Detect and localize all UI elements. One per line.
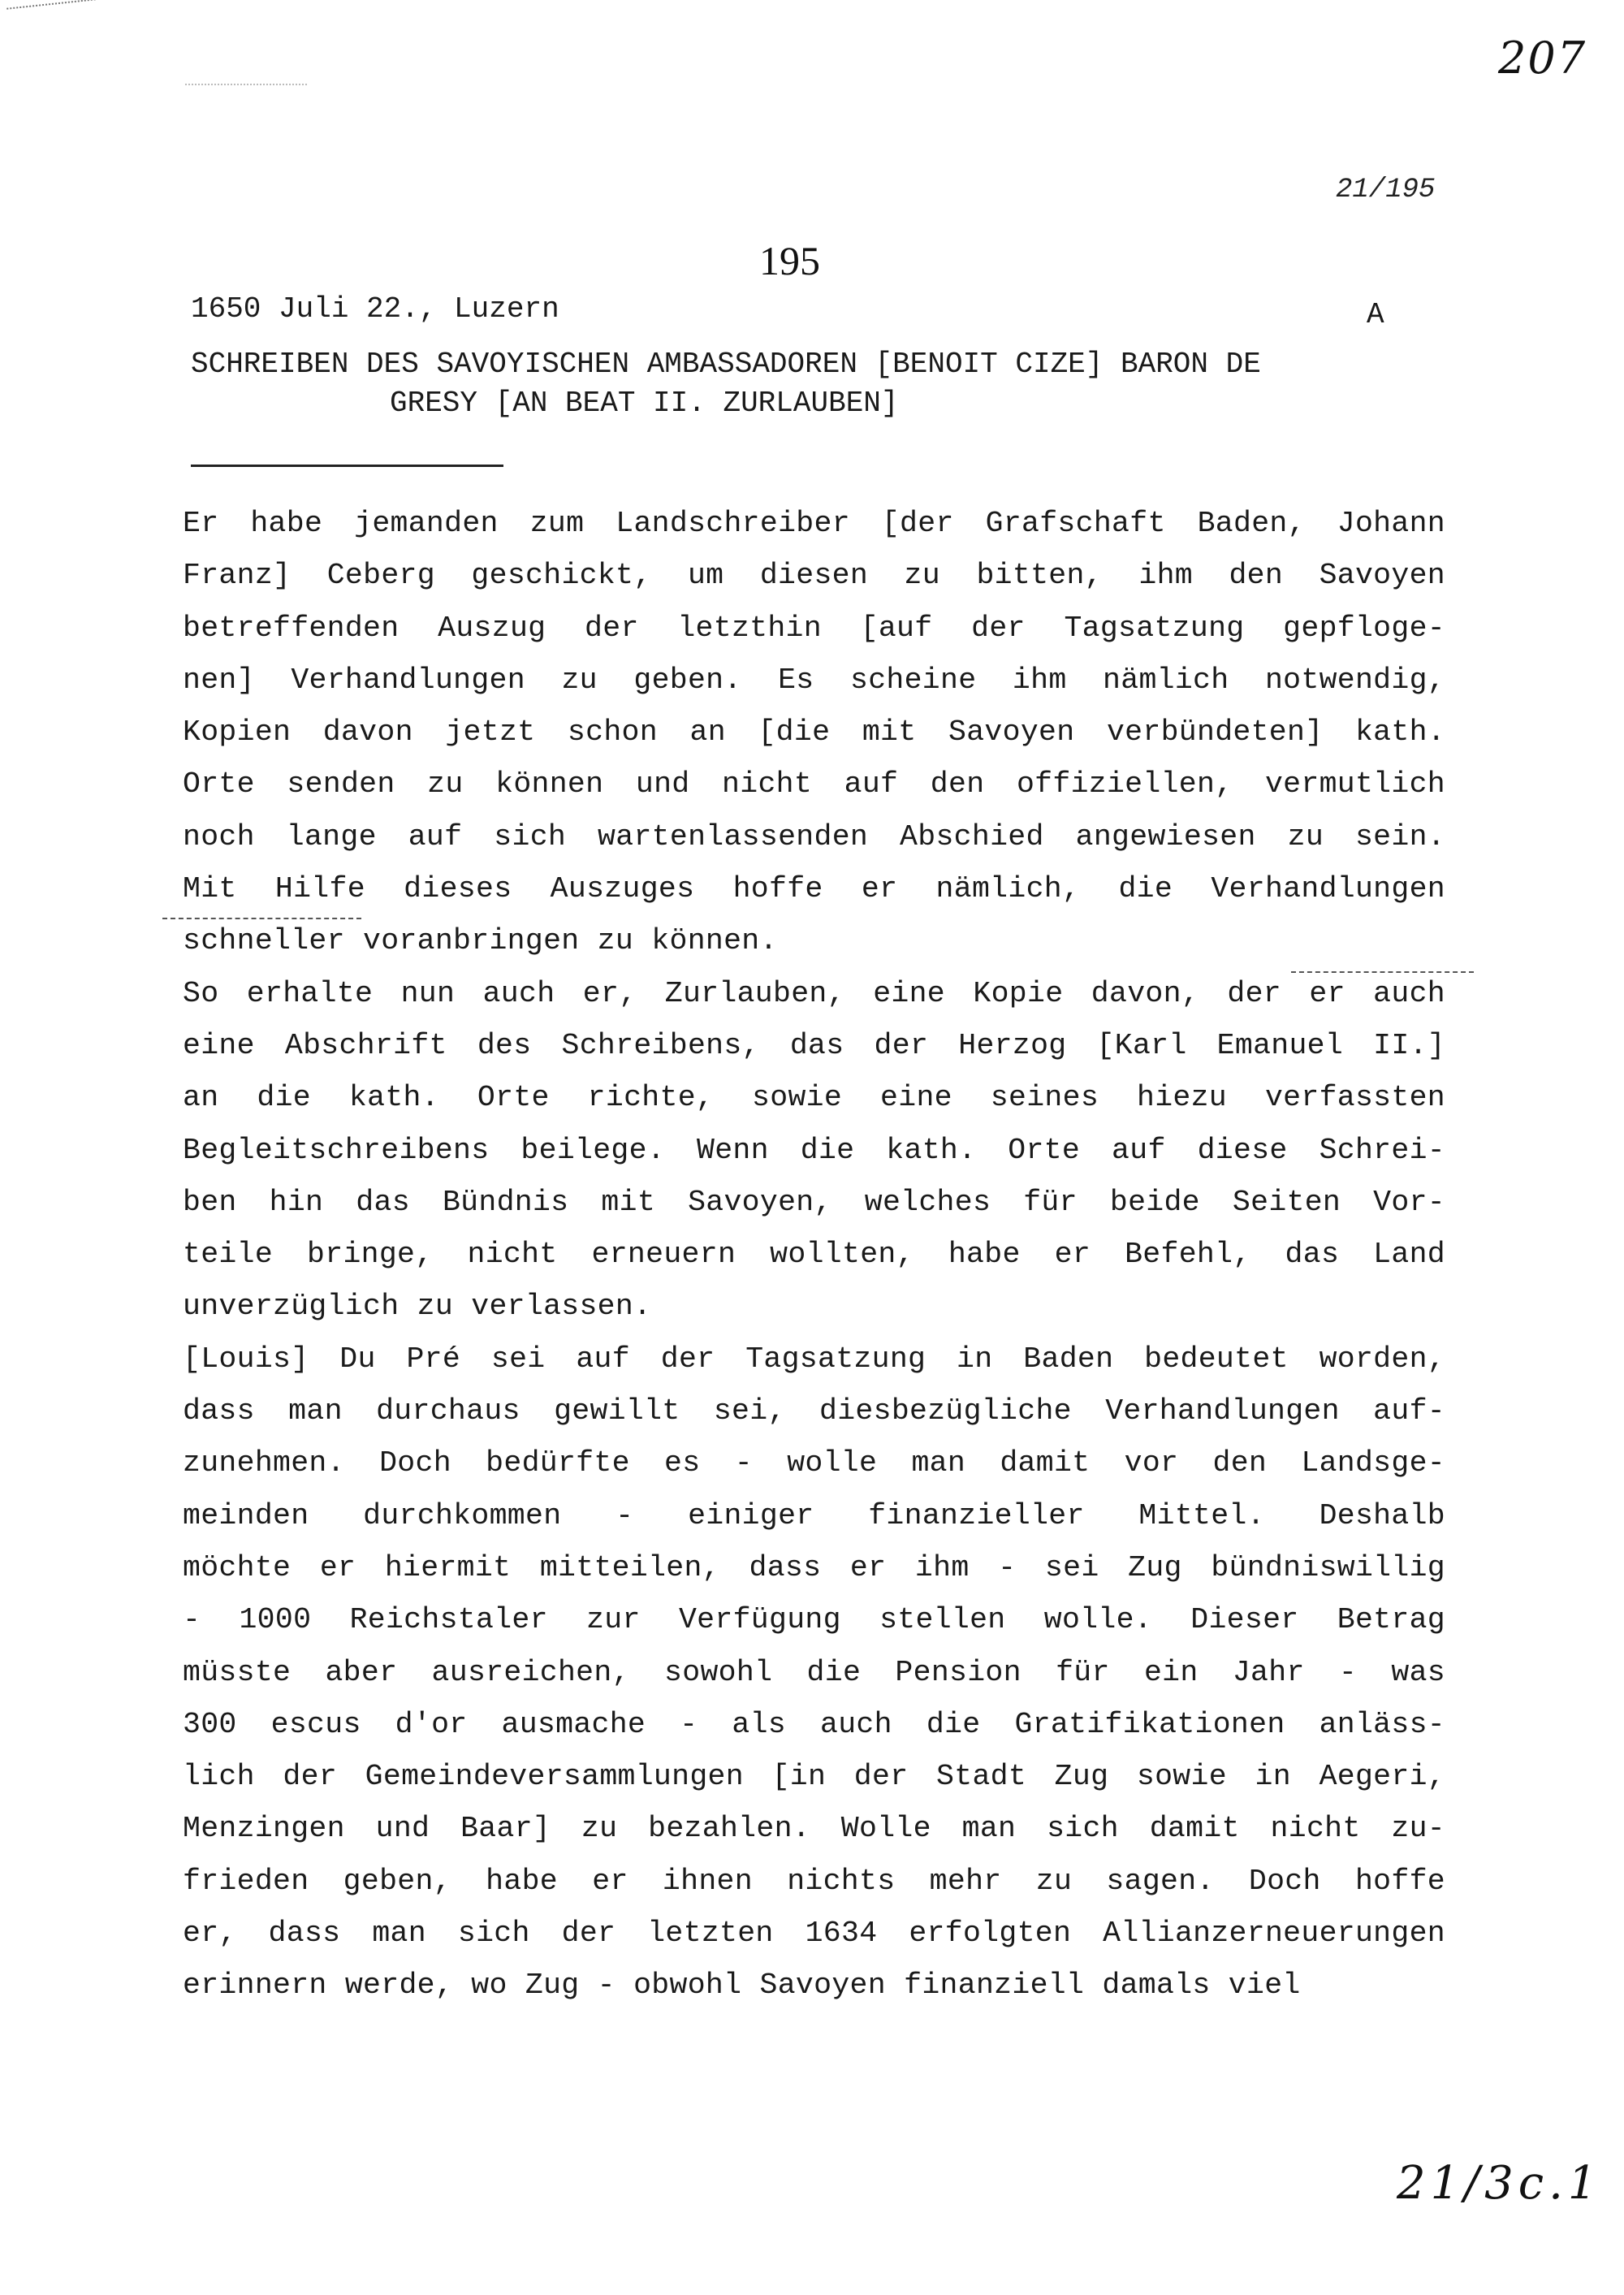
text-line: [Louis] Du Pré sei auf der Tagsatzung in Baden bedeutet worden, [183, 1342, 1445, 1376]
text-line: nen] Verhandlungen zu geben. Es scheine ihm nämlich notwendig, [183, 663, 1445, 697]
text-line: dass man durchaus gewillt sei, diesbezügliche Verhandlungen auf- [183, 1394, 1445, 1428]
text-line: betreffenden Auszug der letzthin [auf der Tagsatzung gepfloge- [183, 611, 1445, 645]
text-line: Orte senden zu können und nicht auf den offiziellen, vermutlich [183, 767, 1445, 802]
scan-artifact-stroke [162, 918, 361, 919]
text-line: unverzüglich zu verlassen. [183, 1290, 652, 1324]
text-line: - 1000 Reichstaler zur Verfügung stellen wolle. Dieser Betrag [183, 1603, 1445, 1637]
paragraph-1 [183, 498, 1482, 968]
handwritten-folio-number: 207 [1498, 32, 1587, 84]
text-line: Menzingen und Baar] zu bezahlen. Wolle man sich damit nicht zu- [183, 1812, 1445, 1846]
text-line: noch lange auf sich wartenlassenden Abschied angewiesen zu sein. [183, 819, 1445, 854]
text-line: zunehmen. Doch bedürfte es - wolle man damit vor den Landsge- [183, 1446, 1445, 1480]
text-line: 300 escus d'or ausmache - als auch die Gratifikationen anläss- [183, 1707, 1445, 1741]
text-line: lich der Gemeindeversammlungen [in der Stadt Zug sowie in Aegeri, [183, 1760, 1445, 1794]
text-line: So erhalte nun auch er, Zurlauben, eine Kopie davon, der er auch [183, 976, 1445, 1010]
text-line: Kopien davon jetzt schon an [die mit Savoyen verbündeten] kath. [183, 715, 1445, 750]
scan-corner-mark [6, 0, 96, 10]
date-place: 1650 Juli 22., Luzern [191, 292, 559, 326]
text-line: Er habe jemanden zum Landschreiber [der Grafschaft Baden, Johann [183, 507, 1445, 540]
handwritten-footer-signature: 21/3c.1 [1397, 2157, 1602, 2210]
reference-code: 21/195 [1336, 175, 1436, 205]
body-text [183, 498, 1482, 2012]
text-line: Mit Hilfe dieses Auszuges hoffe er nämlich, die Verhandlungen [183, 872, 1445, 906]
separator-rule [191, 465, 503, 467]
document-marker: A [1367, 298, 1384, 331]
text-line: meinden durchkommen - einiger finanzieller Mittel. Deshalb [183, 1498, 1445, 1532]
text-line: an die kath. Orte richte, sowie eine seines hiezu verfassten [183, 1081, 1445, 1115]
text-line: er, dass man sich der letzten 1634 erfolgten Allianzerneuerungen [183, 1917, 1445, 1951]
paragraph-2 [183, 968, 1482, 1333]
paragraph-3 [183, 1333, 1482, 2012]
text-line: Begleitschreibens beilege. Wenn die kath. Orte auf diese Schrei- [183, 1133, 1445, 1167]
document-number: 195 [759, 238, 820, 283]
text-line: schneller voranbringen zu können. [183, 924, 778, 958]
scan-artifact-stroke [1291, 971, 1474, 973]
text-line: müsste aber ausreichen, sowohl die Pension für ein Jahr - was [183, 1655, 1445, 1689]
text-line: eine Abschrift des Schreibens, das der Herzog [Karl Emanuel II.] [183, 1028, 1445, 1062]
text-line: frieden geben, habe er ihnen nichts mehr zu sagen. Doch hoffe [183, 1864, 1445, 1898]
text-line: möchte er hiermit mitteilen, dass er ihm - sei Zug bündniswillig [183, 1550, 1445, 1584]
text-line: erinnern werde, wo Zug - obwohl Savoyen finanziell damals viel [183, 1969, 1301, 2003]
document-heading [191, 345, 1441, 423]
text-line: Franz] Ceberg geschickt, um diesen zu bitten, ihm den Savoyen [183, 559, 1445, 593]
heading-line-1: SCHREIBEN DES SAVOYISCHEN AMBASSADOREN [BENOIT CIZE] BARON DE [191, 348, 1261, 381]
text-line: ben hin das Bündnis mit Savoyen, welches für beide Seiten Vor- [183, 1185, 1445, 1219]
text-line: teile bringe, nicht erneuern wollten, habe er Befehl, das Land [183, 1238, 1445, 1272]
scan-specks [185, 84, 307, 97]
heading-line-2: GRESY [AN BEAT II. ZURLAUBEN] [390, 387, 899, 420]
